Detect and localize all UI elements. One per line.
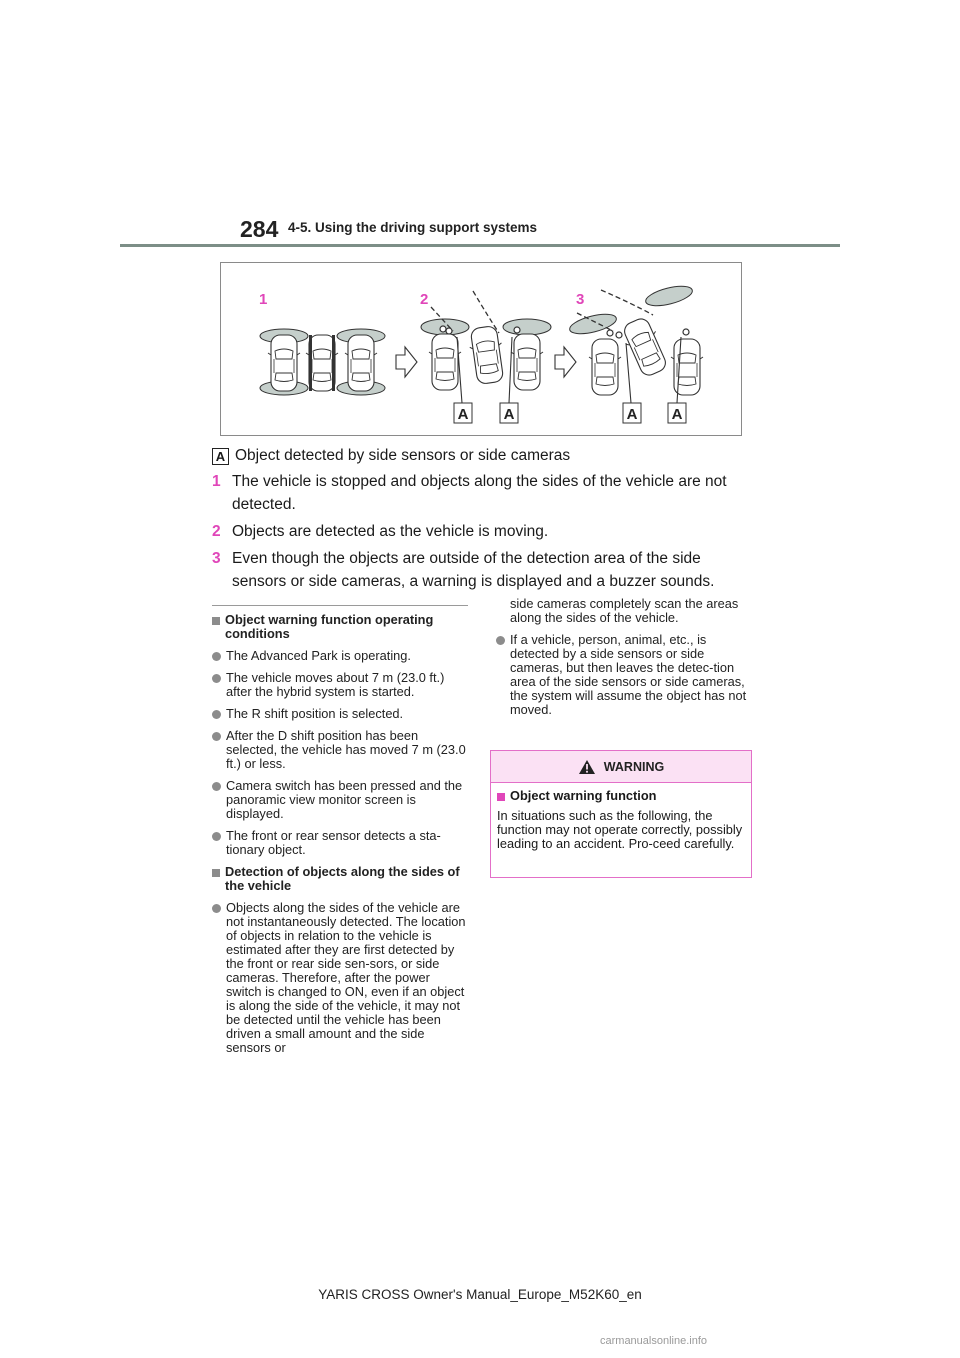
bullet-dot-icon: [212, 832, 221, 841]
pink-square-bullet-icon: [497, 793, 505, 801]
step-item: [212, 520, 752, 543]
warning-title: WARNING: [603, 759, 665, 774]
scene-3: [568, 282, 703, 423]
list-item: Objects along the sides of the vehicle are not instantaneously detected. The location of objects in relation to the vehicle is estimated after they are first detected by the front or rear side sen-sors, or side cameras. Therefore, after the power switch is changed to ON, even if an object is along the side of the vehicle, it may not be detected until the vehicle has been driven a small amount and the side sensors or: [212, 901, 468, 1055]
arrow-2-icon: [555, 347, 576, 377]
step-number: 2: [212, 523, 221, 540]
bullet-dot-icon: [212, 710, 221, 719]
square-bullet-icon: [212, 617, 220, 625]
scene-2: [421, 291, 551, 423]
warning-header: [491, 751, 751, 783]
watermark: carmanualsonline.info: [600, 1335, 708, 1347]
list-item: The Advanced Park is operating.: [212, 649, 468, 663]
marker-a-4: A: [671, 406, 683, 423]
marker-a-1: A: [457, 406, 469, 423]
column-rule: [212, 605, 468, 606]
step-text: Even though the objects are outside of the detection area of the side sensors or side cameras, a warning is displayed and a buzzer sounds.: [232, 550, 715, 590]
footer-text: YARIS CROSS Owner's Manual_Europe_M52K60_en: [318, 1287, 642, 1302]
step-item: [212, 470, 752, 516]
scene-1: [260, 329, 385, 395]
header-rule: [120, 244, 840, 247]
list-item: If a vehicle, person, animal, etc., is detected by a side sensors or side cameras, but then leaves the detec-tion area of the side sensors or side cameras, the system will assume the object has not moved.: [496, 633, 752, 717]
list-item: The front or rear sensor detects a sta-tionary object.: [212, 829, 468, 857]
step-label-2: 2: [420, 291, 429, 308]
step-label-3: 3: [576, 291, 585, 308]
bullet-dot-icon: [212, 904, 221, 913]
step-number: 1: [212, 473, 221, 490]
marker-a-3: A: [626, 406, 638, 423]
left-column: [212, 605, 468, 1063]
warning-heading: Object warning function: [497, 789, 745, 803]
marker-a-2: A: [503, 406, 515, 423]
section-title: 4-5. Using the driving support systems: [288, 220, 538, 235]
step-number: 3: [212, 550, 221, 567]
parking-diagram: [220, 262, 742, 436]
step-label-1: 1: [259, 291, 268, 308]
warning-box: [490, 750, 752, 878]
bullet-dot-icon: [496, 636, 505, 645]
legend: [212, 446, 570, 465]
right-column: [496, 597, 752, 725]
list-item: The R shift position is selected.: [212, 707, 468, 721]
warning-text: In situations such as the following, the function may not operate correctly, possibly leading to an accident. Pro-ceed carefully.: [497, 808, 743, 851]
warning-triangle-icon: [578, 759, 596, 775]
step-list: [212, 470, 752, 597]
legend-marker: A: [212, 448, 229, 465]
step-text: Objects are detected as the vehicle is moving.: [232, 523, 549, 540]
square-bullet-icon: [212, 869, 220, 877]
step-text: The vehicle is stopped and objects along the sides of the vehicle are not detected.: [232, 473, 727, 513]
warning-body: [491, 783, 751, 851]
list-item: Camera switch has been pressed and the panoramic view monitor screen is displayed.: [212, 779, 468, 821]
bullet-dot-icon: [212, 732, 221, 741]
subheading-detection-sides: Detection of objects along the sides of the vehicle: [212, 865, 468, 893]
continued-text: side cameras completely scan the areas along the sides of the vehicle.: [510, 596, 739, 625]
subheading-operating-conditions: Object warning function operating conditions: [212, 613, 468, 641]
list-item: After the D shift position has been selected, the vehicle has moved 7 m (23.0 ft.) or less.: [212, 729, 468, 771]
bullet-dot-icon: [212, 674, 221, 683]
bullet-dot-icon: [212, 782, 221, 791]
page-number: 284: [240, 216, 279, 242]
legend-text: Object detected by side sensors or side cameras: [235, 446, 571, 464]
step-item: [212, 547, 752, 593]
parking-diagram-svg: [221, 263, 741, 435]
list-item: The vehicle moves about 7 m (23.0 ft.) after the hybrid system is started.: [212, 671, 468, 699]
bullet-dot-icon: [212, 652, 221, 661]
arrow-1-icon: [396, 347, 417, 377]
